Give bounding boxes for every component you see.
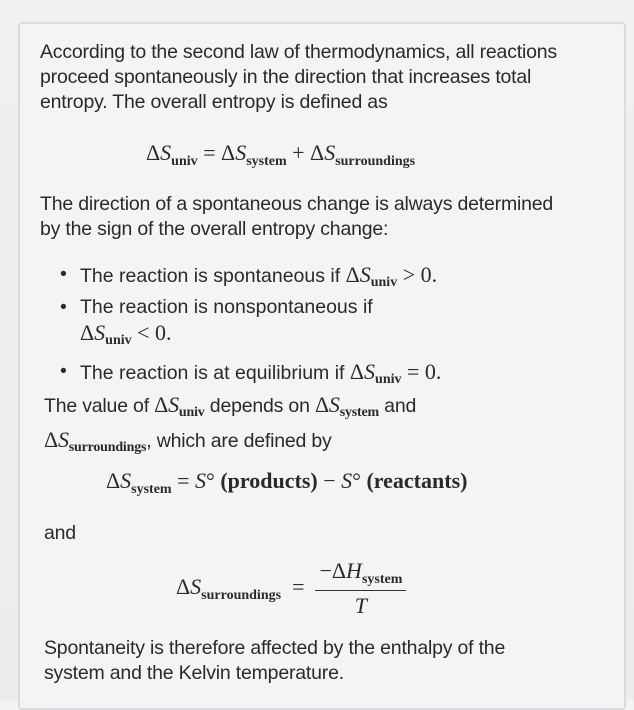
and-label: and xyxy=(44,522,76,544)
bullet-spontaneous: • The reaction is spontaneous if $\Delta S_{univ} > 0$. xyxy=(60,262,438,290)
bullet-nonspontaneous-text: The reaction is nonspontaneous if xyxy=(80,296,373,318)
eq1-system-sub: system xyxy=(246,154,287,169)
value-line2-suffix: , which are defined by xyxy=(146,430,332,452)
eq1-surroundings-sub: surroundings xyxy=(335,154,416,169)
bullet-equilibrium: • The reaction is at equilibrium if $\Delta S_{univ} = 0$. xyxy=(60,359,442,387)
eq3-system-sub: system xyxy=(361,572,403,587)
bullet-nonspontaneous-condition: < 0. xyxy=(137,320,172,345)
entropy-system-equation: $\Delta S_{system} = S^\circ$ (products) − S° (reactants) xyxy=(106,468,468,497)
intro-line-3: entropy. The overall entropy is defined as xyxy=(40,91,388,113)
direction-paragraph xyxy=(40,192,553,242)
value-surroundings-sub: surroundings xyxy=(68,440,147,455)
conclusion-line-2: system and the Kelvin temperature. xyxy=(44,662,344,684)
intro-paragraph xyxy=(40,40,557,115)
intro-line-1: According to the second law of thermodynamics, all reactions xyxy=(40,41,557,63)
fraction-denominator: T xyxy=(354,593,368,618)
bullet-dot: • xyxy=(60,296,67,318)
value-line-2: $\Delta S_{surroundings}$, which are defined by xyxy=(44,427,332,455)
bullet-equilibrium-condition: = 0. xyxy=(407,359,442,384)
entropy-surroundings-equation: $\Delta S_{surroundings}$ = $\frac{-\Delta H_{system}}{T}$ xyxy=(176,558,406,619)
value-paragraph xyxy=(44,392,416,460)
value-prefix: The value of xyxy=(44,395,155,417)
eq2-system-sub: system xyxy=(131,482,172,497)
eq3-surroundings-sub: surroundings xyxy=(201,587,282,603)
eq2-reactants: (reactants) xyxy=(366,468,468,493)
bullet-univ-sub: univ xyxy=(375,372,402,387)
value-mid: depends on xyxy=(204,395,315,417)
fraction-numerator: $-\Delta H_{system}$ xyxy=(315,558,406,591)
conclusion-line-1: Spontaneity is therefore affected by the enthalpy of the xyxy=(44,637,506,659)
bullet-univ-sub: univ xyxy=(370,275,398,290)
entropy-universe-equation: $\Delta S_{univ} = \Delta S_{system} + \Delta S_{surroundings}$ xyxy=(146,140,416,169)
value-suffix: and xyxy=(378,395,417,417)
direction-line-2: by the sign of the overall entropy change: xyxy=(40,218,389,240)
value-system-sub: system xyxy=(339,405,379,420)
eq1-univ-sub: univ xyxy=(171,154,198,169)
bullet-nonspontaneous: • The reaction is nonspontaneous if $\Delta S_{univ} < 0$. xyxy=(60,296,373,348)
bullet-dot: • xyxy=(60,263,67,285)
enthalpy-fraction xyxy=(315,558,406,619)
bullet-spontaneous-text: The reaction is spontaneous if xyxy=(80,265,346,287)
eq2-products: (products) xyxy=(220,468,318,493)
bullet-equilibrium-text: The reaction is at equilibrium if xyxy=(80,362,350,384)
bullet-dot: • xyxy=(60,360,67,382)
value-line-1: The value of $\Delta S_{univ}$ depends on $\Delta S_{system}$ and xyxy=(44,392,417,420)
conclusion-paragraph xyxy=(44,636,505,686)
value-univ-sub: univ xyxy=(178,405,205,420)
intro-line-2: proceed spontaneously in the direction that increases total xyxy=(40,66,532,88)
spontaneity-bullet-list xyxy=(60,262,442,392)
bullet-univ-sub: univ xyxy=(105,333,132,348)
direction-line-1: The direction of a spontaneous change is always determined xyxy=(40,193,554,215)
bullet-spontaneous-condition: > 0. xyxy=(402,262,438,287)
